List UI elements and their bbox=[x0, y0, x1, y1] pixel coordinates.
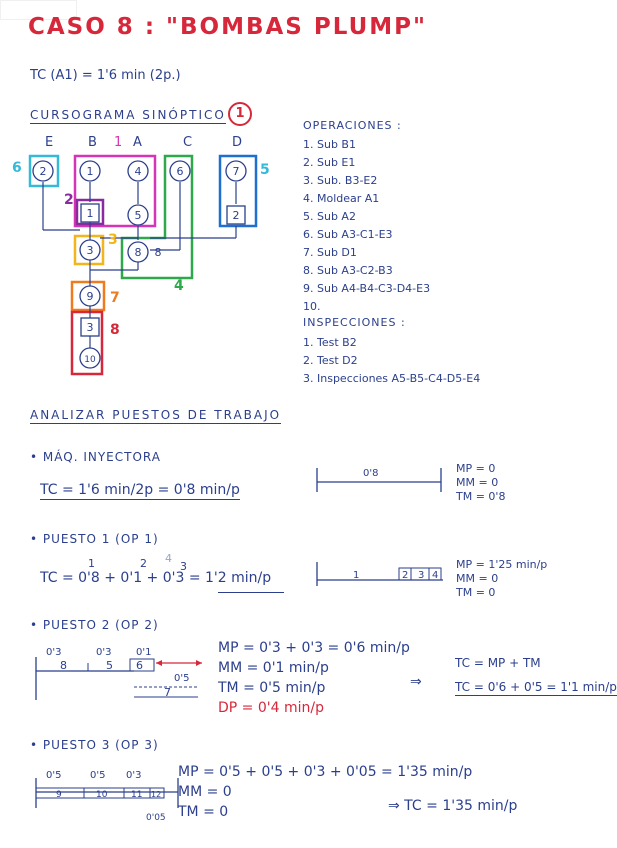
list-item: 6. Sub A3-C1-E3 bbox=[303, 228, 393, 241]
maq-formula: TC = 1'6 min/2p = 0'8 min/p bbox=[40, 482, 240, 498]
group-label-8: 8 bbox=[110, 322, 120, 338]
list-item: 3. Inspecciones A5-B5-C4-D5-E4 bbox=[303, 372, 481, 385]
p2-low-label: 0'5 bbox=[174, 673, 190, 684]
inspecciones-list bbox=[303, 334, 480, 388]
p3-heading: • PUESTO 3 (OP 3) bbox=[30, 738, 159, 752]
group-label-5: 5 bbox=[260, 162, 270, 178]
node-3: 3 bbox=[86, 244, 94, 257]
p1-bar bbox=[315, 560, 445, 590]
p3-tc: ⇒ TC = 1'35 min/p bbox=[388, 798, 518, 814]
p3-cell-12: 12 bbox=[151, 790, 162, 799]
p2-low-cell-7: 7 bbox=[164, 686, 171, 699]
p3-cell-11: 11 bbox=[131, 790, 143, 800]
p2-bar bbox=[34, 645, 209, 705]
list-item: 1. Sub B1 bbox=[303, 138, 356, 151]
p3-cell-10: 10 bbox=[96, 790, 108, 800]
p2-heading: • PUESTO 2 (OP 2) bbox=[30, 618, 159, 632]
column-label-d: D bbox=[232, 135, 243, 150]
node-9: 9 bbox=[86, 290, 94, 303]
p1-sup-4: 4 bbox=[165, 552, 172, 565]
p1-bar-cell-2: 2 bbox=[402, 570, 409, 581]
maq-values bbox=[456, 462, 505, 504]
group-label-7: 7 bbox=[110, 290, 120, 306]
list-item: 4. Moldear A1 bbox=[303, 192, 380, 205]
section-number-badge: 1 bbox=[228, 102, 252, 126]
node-d2-inspection: 2 bbox=[232, 209, 240, 222]
p2-tc-def: TC = MP + TM bbox=[455, 656, 541, 670]
node-d7: 7 bbox=[232, 165, 240, 178]
p1-bar-cell-4: 4 bbox=[432, 570, 439, 581]
group-label-4: 4 bbox=[174, 278, 184, 294]
node-b1: 1 bbox=[86, 165, 94, 178]
p1-bar-cell-1: 1 bbox=[353, 570, 360, 581]
p1-underline bbox=[218, 592, 284, 593]
p2-cell-6: 6 bbox=[136, 659, 143, 672]
p3-low-label: 0'05 bbox=[146, 813, 166, 823]
page-title: CASO 8 : "BOMBAS PLUMP" bbox=[28, 14, 427, 40]
list-item: 3. Sub. B3-E2 bbox=[303, 174, 378, 187]
mp-value: MP = 0 bbox=[456, 462, 496, 475]
p2-top-3: 0'1 bbox=[136, 647, 152, 658]
node-a4: 4 bbox=[134, 165, 142, 178]
maq-bar bbox=[315, 464, 445, 494]
column-label-b: B bbox=[88, 135, 97, 150]
mp-value: MP = 0'3 + 0'3 = 0'6 min/p bbox=[218, 640, 410, 656]
p3-cell-9: 9 bbox=[56, 790, 62, 800]
node-10: 10 bbox=[84, 355, 96, 365]
list-item: 1. Test B2 bbox=[303, 336, 357, 349]
p3-top-2: 0'5 bbox=[90, 770, 106, 781]
inspecciones-title: INSPECCIONES : bbox=[303, 316, 406, 329]
p2-arrow: ⇒ bbox=[410, 674, 422, 690]
column-label-e: E bbox=[45, 135, 54, 150]
p2-top-2: 0'3 bbox=[96, 647, 112, 658]
column-label-a: A bbox=[133, 135, 142, 150]
tm-value: TM = 0 bbox=[456, 586, 496, 599]
p1-values bbox=[456, 558, 547, 600]
operaciones-title: OPERACIONES : bbox=[303, 119, 402, 132]
p1-heading: • PUESTO 1 (OP 1) bbox=[30, 532, 159, 546]
node-8: 8 bbox=[134, 246, 142, 259]
mp-value: MP = 0'5 + 0'5 + 0'3 + 0'05 = 1'35 min/p bbox=[178, 764, 473, 780]
p3-bar bbox=[34, 768, 184, 828]
list-item: 2. Sub E1 bbox=[303, 156, 356, 169]
p1-sup-3: 3 bbox=[180, 560, 187, 573]
node-e2: 2 bbox=[39, 165, 47, 178]
maq-heading: • MÁQ. INYECTORA bbox=[30, 450, 161, 464]
list-item: 5. Sub A2 bbox=[303, 210, 356, 223]
node-8-label: 8 bbox=[154, 246, 162, 259]
flow-diagram bbox=[0, 130, 290, 380]
column-label-c: C bbox=[183, 135, 193, 150]
mm-value: MM = 0'1 min/p bbox=[218, 660, 329, 676]
node-3-inspection: 3 bbox=[86, 321, 94, 334]
node-c6: 6 bbox=[176, 165, 184, 178]
p2-tc-result: TC = 0'6 + 0'5 = 1'1 min/p bbox=[455, 680, 617, 694]
maq-bar-label: 0'8 bbox=[363, 468, 379, 479]
group-label-6: 6 bbox=[12, 160, 22, 176]
list-item: 7. Sub D1 bbox=[303, 246, 357, 259]
p3-top-3: 0'3 bbox=[126, 770, 142, 781]
group-label-2: 2 bbox=[64, 192, 74, 208]
list-item: 2. Test D2 bbox=[303, 354, 358, 367]
node-b1-inspection: 1 bbox=[86, 207, 94, 220]
cycle-time-formula: TC (A1) = 1'6 min (2p.) bbox=[30, 68, 181, 83]
mm-value: MM = 0 bbox=[456, 572, 499, 585]
tm-value: TM = 0'5 min/p bbox=[218, 680, 326, 696]
p3-top-1: 0'5 bbox=[46, 770, 62, 781]
tm-value: TM = 0 bbox=[178, 804, 229, 820]
analizar-heading: ANALIZAR PUESTOS DE TRABAJO bbox=[30, 408, 282, 422]
p2-top-1: 0'3 bbox=[46, 647, 62, 658]
operaciones-list bbox=[303, 136, 430, 316]
mm-value: MM = 0 bbox=[456, 476, 499, 489]
p2-cell-5: 5 bbox=[106, 659, 113, 672]
p1-formula: TC = 0'8 + 0'1 + 0'3 = 1'2 min/p bbox=[40, 570, 272, 586]
node-a5: 5 bbox=[134, 209, 142, 222]
mp-value: MP = 1'25 min/p bbox=[456, 558, 548, 571]
tm-value: TM = 0'8 bbox=[456, 490, 506, 503]
list-item: 8. Sub A3-C2-B3 bbox=[303, 264, 393, 277]
p1-sup-2: 2 bbox=[140, 557, 147, 570]
group-label-3: 3 bbox=[108, 232, 118, 248]
dp-value: DP = 0'4 min/p bbox=[218, 700, 324, 716]
p1-sup-1: 1 bbox=[88, 557, 95, 570]
column-label-1: 1 bbox=[114, 135, 123, 150]
p1-bar-cell-3: 3 bbox=[418, 570, 425, 581]
mm-value: MM = 0 bbox=[178, 784, 232, 800]
cursograma-heading: CURSOGRAMA SINÓPTICO bbox=[30, 108, 226, 122]
list-item: 10. bbox=[303, 300, 321, 313]
p2-cell-8: 8 bbox=[60, 659, 67, 672]
list-item: 9. Sub A4-B4-C3-D4-E3 bbox=[303, 282, 431, 295]
p2-values bbox=[218, 638, 410, 718]
